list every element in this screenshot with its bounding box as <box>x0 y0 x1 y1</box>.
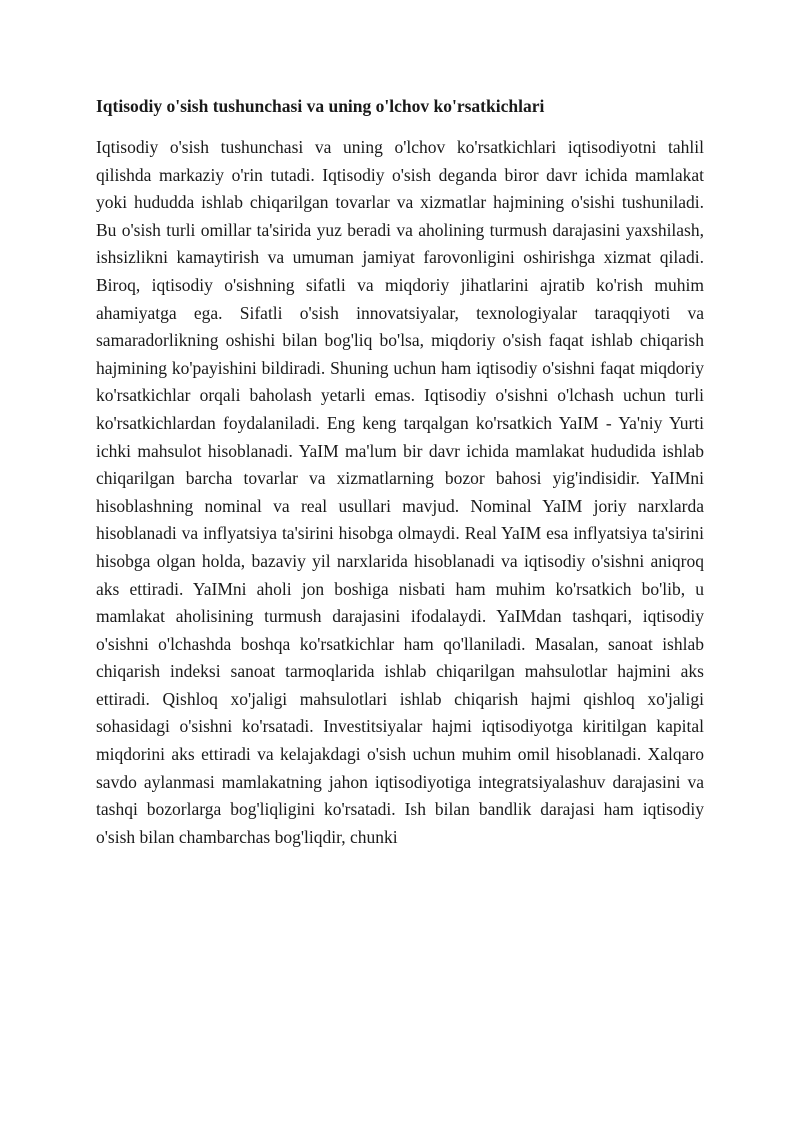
document-content <box>96 94 704 851</box>
document-title: Iqtisodiy o'sish tushunchasi va uning o'lchov ko'rsatkichlari <box>96 96 545 116</box>
body-paragraph: Iqtisodiy o'sish tushunchasi va uning o'lchov ko'rsatkichlari iqtisodiyotni tahlil qilishda markaziy o'rin tutadi. Iqtisodiy o'sish deganda biror davr ichida mamlakat yoki hududda ishlab chiqarilgan tovarlar va xizmatlar hajmining o'sishi tushuniladi. Bu o'sish turli omillar ta'sirida yuz beradi va aholining turmush darajasini yaxshilash, ishsizlikni kamaytirish va umuman jamiyat farovonligini oshirishga xizmat qiladi. Biroq, iqtisodiy o'sishning sifatli va miqdoriy jihatlarini ajratib ko'rish muhim ahamiyatga ega. Sifatli o'sish innovatsiyalar, texnologiyalar taraqqiyoti va samaradorlikning oshishi bilan bog'liq bo'lsa, miqdoriy o'sish faqat ishlab chiqarish hajmining ko'payishini bildiradi. Shuning uchun ham iqtisodiy o'sishni faqat miqdoriy ko'rsatkichlar orqali baholash yetarli emas. Iqtisodiy o'sishni o'lchash uchun turli ko'rsatkichlardan foydalaniladi. Eng keng tarqalgan ko'rsatkich YaIM - Ya'niy Yurti ichki mahsulot hisoblanadi. YaIM ma'lum bir davr ichida mamlakat hududida ishlab chiqarilgan barcha tovarlar va xizmatlarning bozor bahosi yig'indisidir. YaIMni hisoblashning nominal va real usullari mavjud. Nominal YaIM joriy narxlarda hisoblanadi va inflyatsiya ta'sirini hisobga olmaydi. Real YaIM esa inflyatsiya ta'sirini hisobga olgan holda, bazaviy yil narxlarida hisoblanadi va iqtisodiy o'sishni aniqroq aks ettiradi. YaIMni aholi jon boshiga nisbati ham muhim ko'rsatkich bo'lib, u mamlakat aholisining turmush darajasini ifodalaydi. YaIMdan tashqari, iqtisodiy o'sishni o'lchashda boshqa ko'rsatkichlar ham qo'llaniladi. Masalan, sanoat ishlab chiqarish indeksi sanoat tarmoqlarida ishlab chiqarilgan mahsulotlar hajmini aks ettiradi. Qishloq xo'jaligi mahsulotlari ishlab chiqarish hajmi qishloq xo'jaligi sohasidagi o'sishni ko'rsatadi. Investitsiyalar hajmi iqtisodiyotga kiritilgan kapital miqdorini aks ettiradi va kelajakdagi o'sish uchun muhim omil hisoblanadi. Xalqaro savdo aylanmasi mamlakatning jahon iqtisodiyotiga integratsiyalashuv darajasini va tashqi bozorlarga bog'liqligini ko'rsatadi. Ish bilan bandlik darajasi ham iqtisodiy o'sish bilan chambarchas bog'liqdir, chunki <box>96 137 704 847</box>
